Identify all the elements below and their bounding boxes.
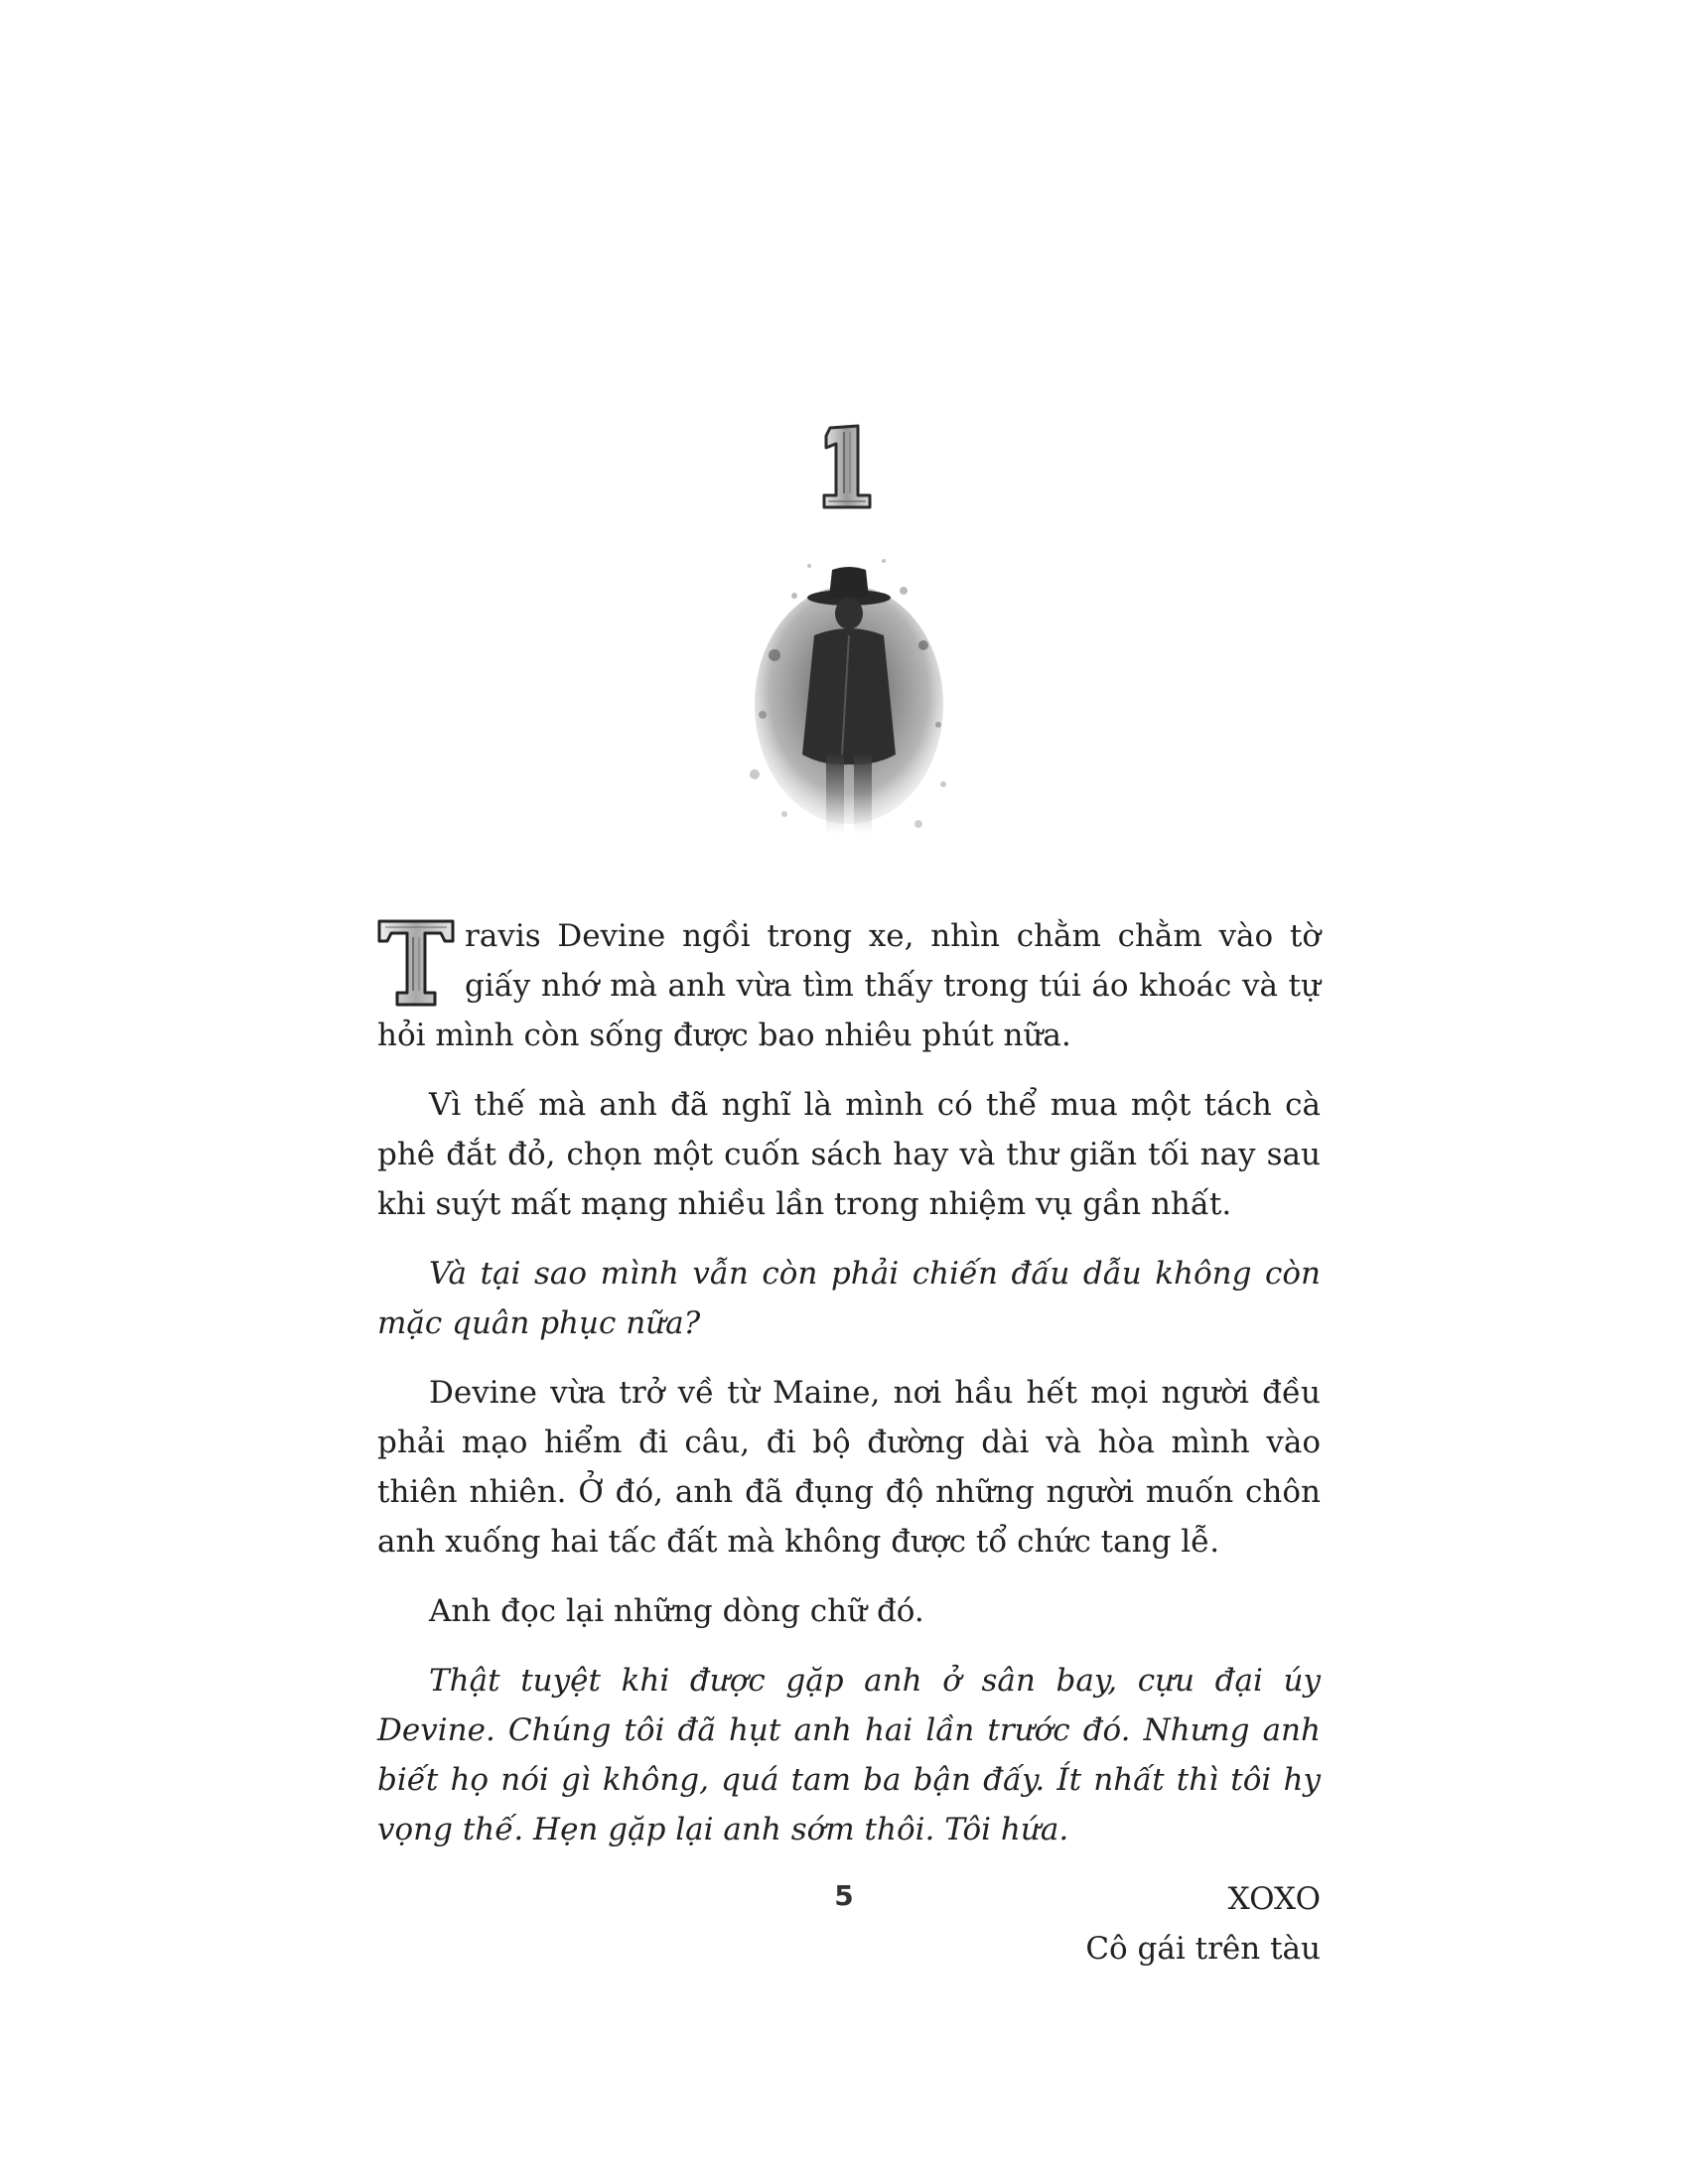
opening-paragraph — [377, 911, 1321, 1060]
man-in-hat-ink-silhouette-icon — [735, 536, 963, 854]
paragraph: Vì thế mà anh đã nghĩ là mình có thể mua một tách cà phê đắt đỏ, chọn một cuốn sách hay và thư giãn tối nay sau khi suýt mất mạng nhiều lần trong nhiệm vụ gần nhất. — [377, 1087, 1321, 1222]
italic-note: Thật tuyệt khi được gặp anh ở sân bay, cựu đại úy Devine. Chúng tôi đã hụt anh hai lần trước đó. Nhưng anh biết họ nói gì không, quá tam ba bận đấy. Ít nhất thì tôi hy vọng thế. Hẹn gặp lại anh sớm thôi. Tôi hứa. — [377, 1663, 1321, 1847]
signoff-line-1: XOXO — [1227, 1881, 1321, 1917]
signoff-line-2: Cô gái trên tàu — [1085, 1931, 1321, 1967]
chapter-text — [377, 911, 1321, 1974]
ornamental-chapter-numeral-icon — [804, 422, 894, 511]
ornamental-drop-cap-t-icon — [375, 917, 457, 1009]
italic-thought: Và tại sao mình vẫn còn phải chiến đấu dẫu không còn mặc quân phục nữa? — [377, 1256, 1321, 1341]
paragraph: Anh đọc lại những dòng chữ đó. — [429, 1593, 924, 1629]
paragraph-text: ravis Devine ngồi trong xe, nhìn chằm chằm vào tờ giấy nhớ mà anh vừa tìm thấy trong túi áo khoác và tự hỏi mình còn sống được bao nhiêu phút nữa. — [377, 918, 1321, 1053]
paragraph: Devine vừa trở về từ Maine, nơi hầu hết mọi người đều phải mạo hiểm đi câu, đi bộ đường dài và hòa mình vào thiên nhiên. Ở đó, anh đã đụng độ những người muốn chôn anh xuống hai tấc đất mà không được tổ chức tang lễ. — [377, 1375, 1321, 1560]
page-number: 5 — [834, 1879, 854, 1912]
